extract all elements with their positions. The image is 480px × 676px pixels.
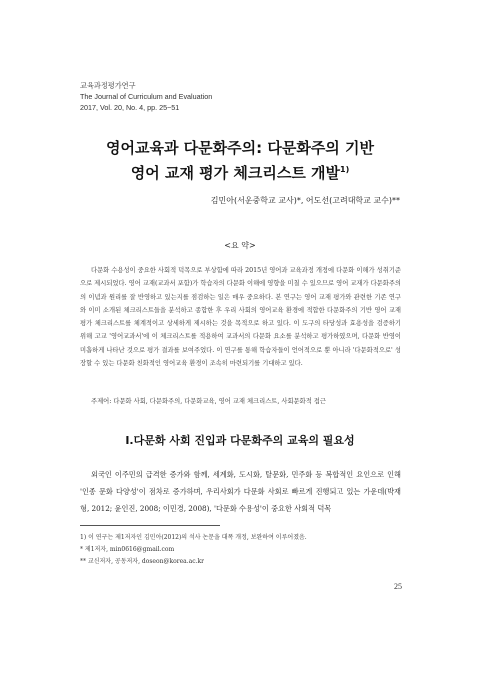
paper-title [0,138,480,184]
title-footnote-mark: 1) [340,165,350,174]
abstract-heading: <요 약> [224,241,256,250]
journal-korean-name: 교육과정평가연구 [80,81,136,90]
footnote-rule [80,525,220,526]
authors: 김민아(서운중학교 교사)*, 어도선(고려대학교 교수)** [210,196,400,205]
footnote-author-1: * 제1저자, min0616@gmail.com [80,546,175,553]
body-paragraph: 외국인 이주민의 급격한 증가와 함께, 세계화, 도시화, 탈문화, 민주화 등 복합적인 요인으로 인해 '인종 문화 다양성'이 점차로 증가하며, 우리사회가 다문화 사회로 빠르게 진행되고 있는 가운데(박재형, 2012; 윤인진, 2008; 이민경, 2008), '다문화 수용성'이 중요한 사회적 덕목 [80,470,401,513]
footnote-1: 1) 이 연구는 제1저자인 김민아(2012)의 석사 논문을 대폭 개정, 보완하여 이루어졌음. [80,534,307,541]
page-number: 25 [394,582,402,591]
journal-header [80,80,212,113]
footnote-author-2: ** 교신저자, 공동저자, doseon@korea.ac.kr [80,558,204,565]
journal-issue: 2017, Vol. 20, No. 4, pp. 25~51 [80,103,180,112]
title-line-2-text: 영어 교재 평가 체크리스트 개발 [130,164,341,182]
abstract-text: 다문화 수용성이 중요한 사회적 덕목으로 부상함에 따라 2015년 영어과 교육과정 개정에 다문화 이해가 성취기준으로 제시되었다. 영어 교재(교과서 포함)가 학습자의 다문화 이해에 영향을 미칠 수 있으므로 영어 교재가 다문화주의의 이념과 원리를 잘 반영하고 있는지를 점검하는 일은 매우 중요하다. 본 연구는 영어 교재 평가와 관련한 기존 연구와 이미 소개된 체크리스트들을 분석하고 종합한 후 우리 사회의 영어교육 환경에 적합한 다문화주의 기반 영어 교재 평가 체크리스트를 체계적이고 상세하게 제시하는 것을 목적으로 하고 있다. 이 도구의 타당성과 효용성을 검증하기 위해 고교 '영어교과서'에 이 체크리스트를 적용하여 교과서의 다문화 요소를 분석하고 평가하였으며, 다문화 반영이 미흡하게 나타난 것으로 평가 결과를 보여주었다. 이 연구를 통해 학습자들이 언어적으로 뿐 아니라 '다문화적으로' 성장할 수 있는 다문화 친화적인 영어교육 환경이 조속히 마련되기를 기대하고 있다. [80,267,401,368]
title-line-1: 영어교육과 다문화주의: 다문화주의 기반 [106,139,374,157]
keywords: 주제어: 다문화 사회, 다문화주의, 다문화교육, 영어 교재 체크리스트, 사회문화적 접근 [91,398,326,405]
section-heading: Ⅰ.다문화 사회 진입과 다문화주의 교육의 필요성 [125,434,355,447]
journal-english-name: The Journal of Curriculum and Evaluation [80,92,213,101]
title-line-2 [0,159,480,184]
